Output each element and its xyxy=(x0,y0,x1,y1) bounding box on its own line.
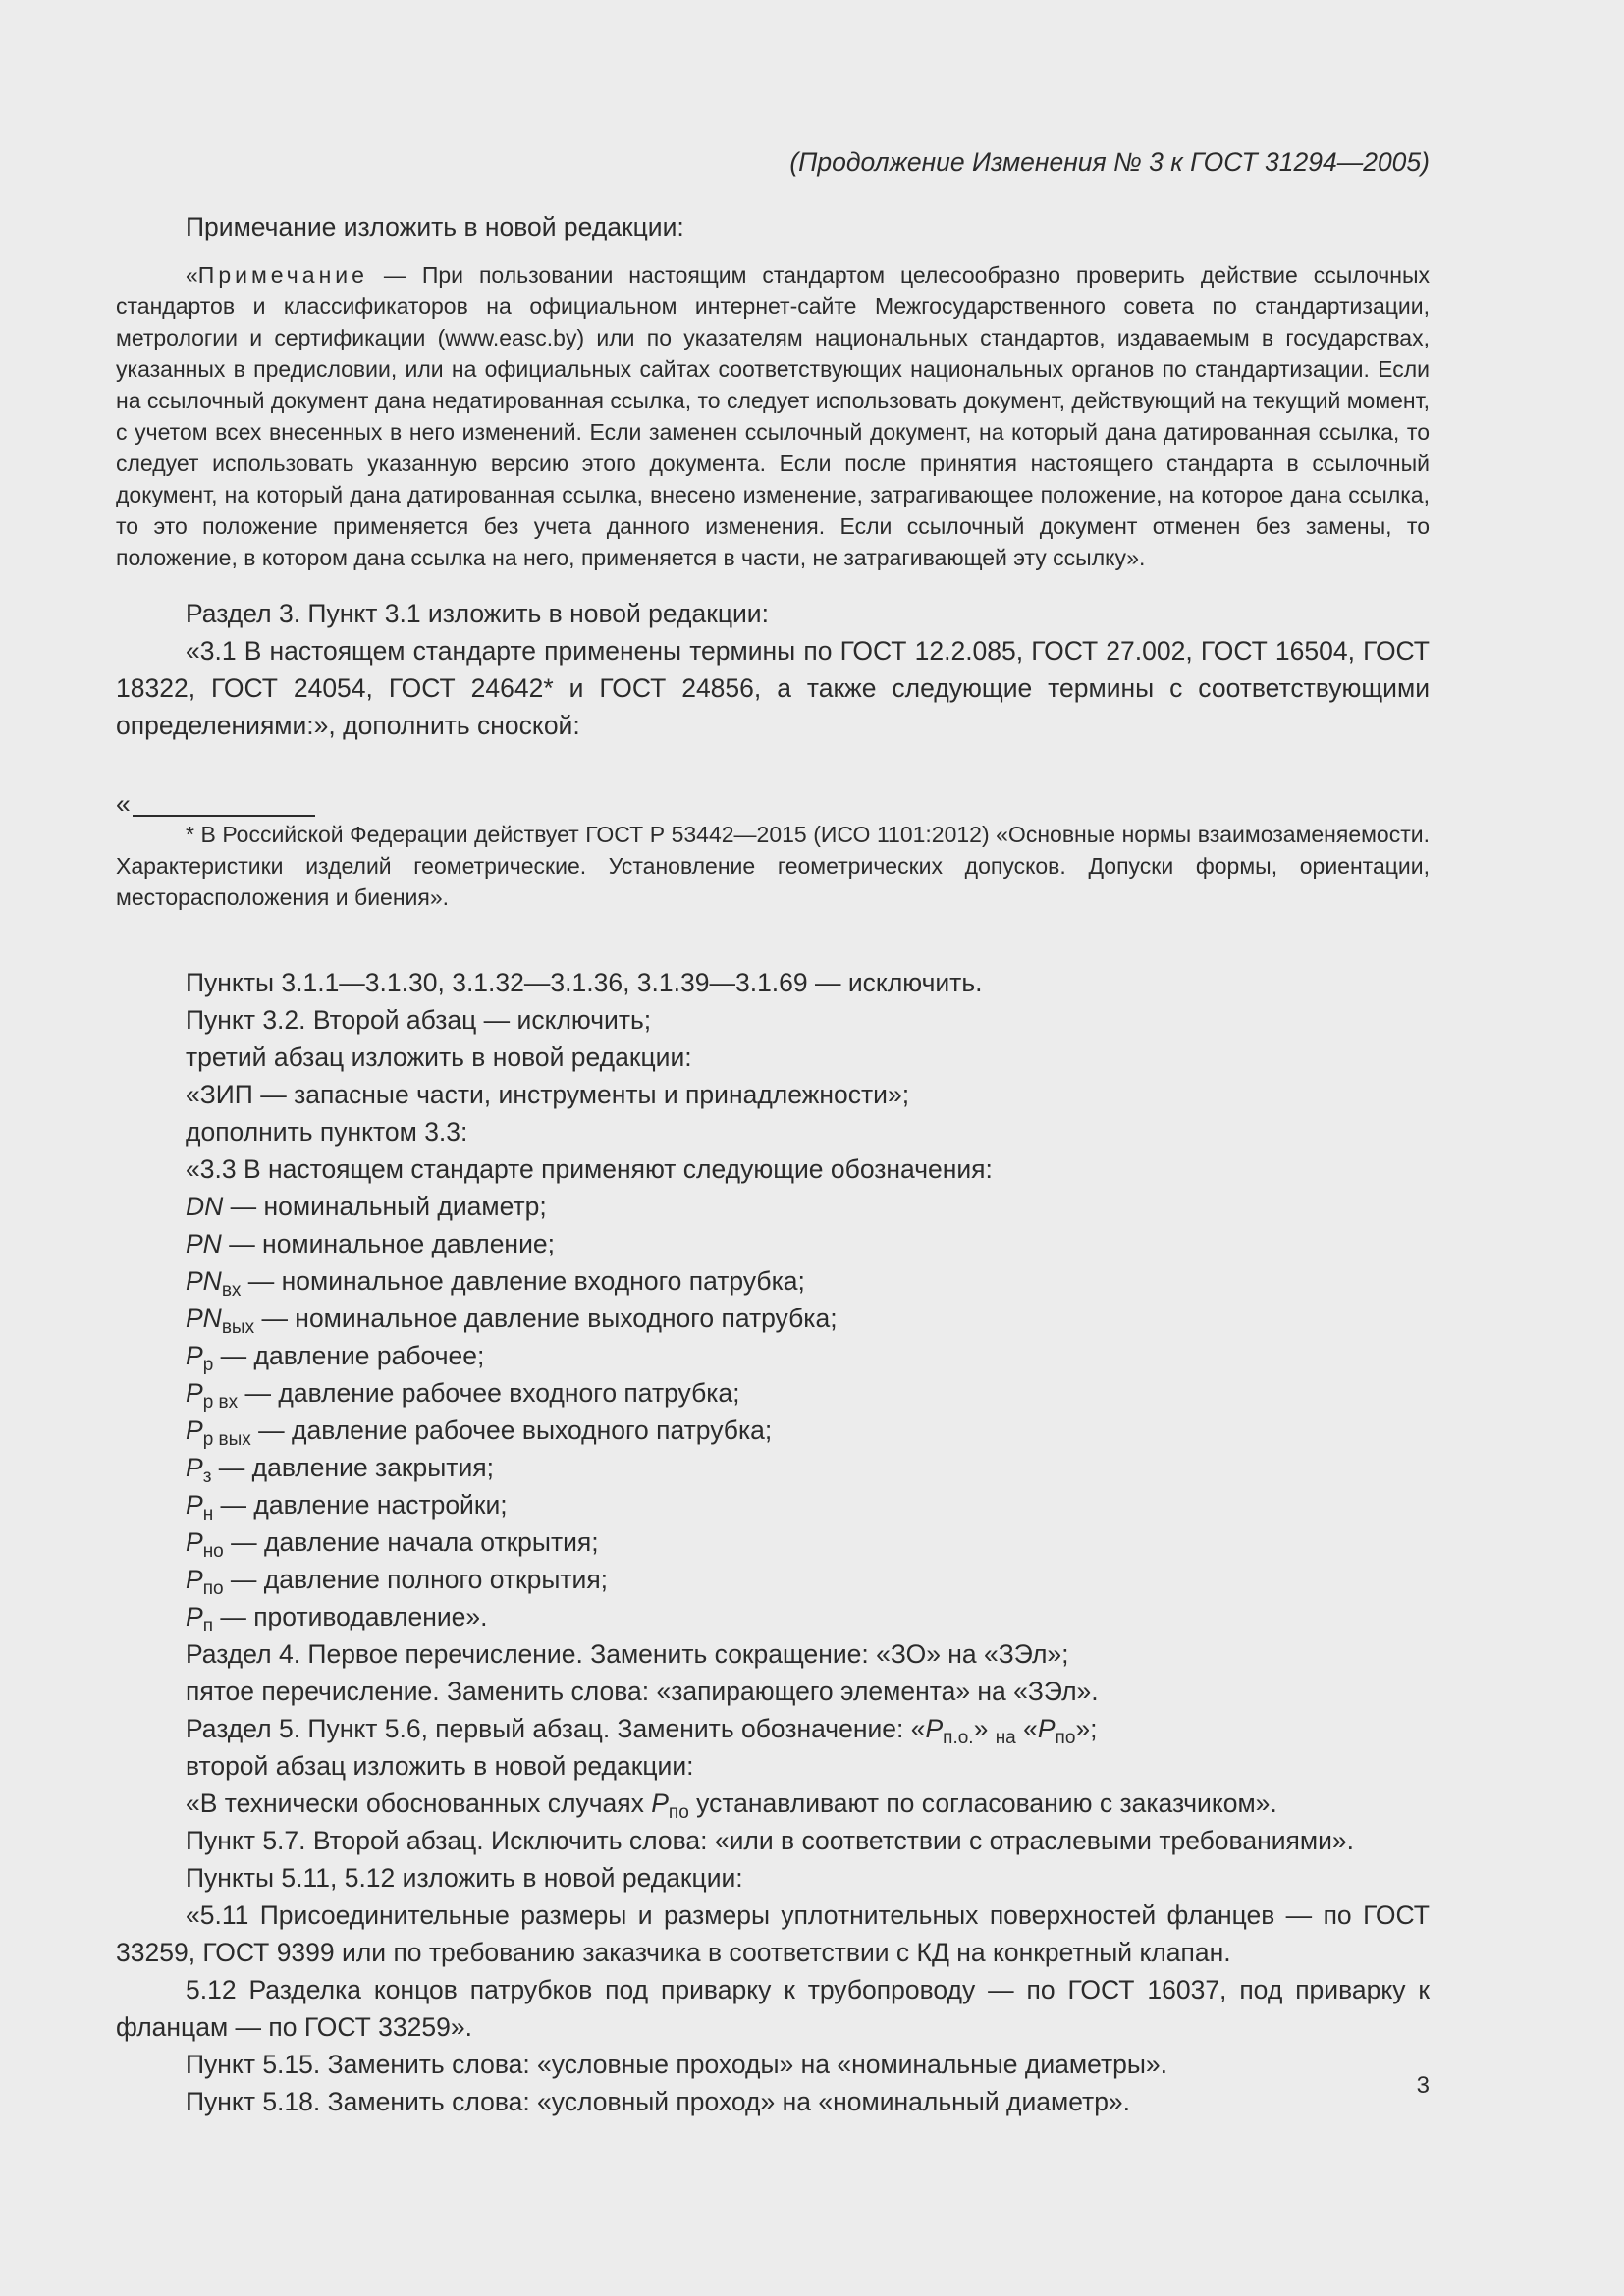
symbol-subscript: по xyxy=(202,1578,224,1599)
change-line: «ЗИП — запасные части, инструменты и принадлежности»; xyxy=(186,1080,910,1109)
symbol: PN xyxy=(186,1229,222,1258)
change-line: «В технически обоснованных случаях $P_{по}$ устанавливают по согласованию с заказчиком». xyxy=(186,1789,1277,1823)
paragraph-5-12: 5.12 Разделка концов патрубков под приварку к трубопроводу — по ГОСТ 16037, под приварку к фланцам — по ГОСТ 33259». xyxy=(116,1975,1430,2042)
symbol-description: — давление полного открытия; xyxy=(223,1565,609,1594)
symbol-description: — давление рабочее выходного патрубка; xyxy=(250,1415,773,1445)
note-open-quote: « xyxy=(186,262,198,288)
symbol-description: — номинальное давление входного патрубка; xyxy=(241,1266,805,1296)
symbol-definition xyxy=(116,1337,1430,1374)
change-line: Пункты 5.11, 5.12 изложить в новой редакции: xyxy=(186,1863,743,1893)
symbol-definition xyxy=(116,1598,1430,1635)
symbol-description: — давление рабочее; xyxy=(213,1341,485,1370)
running-header: (Продолжение Изменения № 3 к ГОСТ 31294—2005) xyxy=(789,147,1430,177)
symbol: P xyxy=(186,1415,203,1445)
symbol: DN xyxy=(186,1192,224,1221)
symbol: P xyxy=(186,1341,203,1370)
symbol-subscript: но xyxy=(202,1541,224,1562)
symbol-definition xyxy=(116,1561,1430,1598)
symbol-definition xyxy=(116,1374,1430,1412)
symbol-definition xyxy=(116,1262,1430,1300)
change-line: дополнить пунктом 3.3: xyxy=(186,1117,468,1147)
intro-line: Примечание изложить в новой редакции: xyxy=(186,212,684,241)
symbol-subscript: по xyxy=(1055,1728,1076,1748)
symbol: P xyxy=(186,1527,203,1557)
footnote-separator xyxy=(116,789,1430,819)
symbol-description: — противодавление». xyxy=(212,1602,488,1631)
note-body: — При пользовании настоящим стандартом целесообразно проверить действие ссылочных стандартов и классификаторов на официальном интернет-сайте Межгосударственного совета по стандартизации, метрологии и сертификации (www.easc.by) или по указателям национальных стандартов, издаваемым в государствах, указанных в предисловии, или на официальных сайтах соответствующих национальных органов по стандартизации. Если на ссылочный документ дана недатированная ссылка, то следует использовать документ, действующий на текущий момент, с учетом всех внесенных в него изменений. Если заменен ссылочный документ, на который дана датированная ссылка, то следует использовать указанную версию этого документа. Если после принятия настоящего стандарта в ссылочный документ, на который дана датированная ссылка, внесено изменение, затрагивающее положение, на которое дана ссылка, то это положение применяется без учета данного изменения. Если ссылочный документ отменен без замены, то положение, в котором дана ссылка на него, применяется в части, не затрагивающей эту ссылку». xyxy=(116,262,1430,570)
symbol-subscript: вых xyxy=(221,1317,255,1338)
change-line: «3.3 В настоящем стандарте применяют следующие обозначения: xyxy=(186,1154,993,1184)
symbol-definition xyxy=(116,1225,1430,1262)
symbol: P xyxy=(186,1453,203,1482)
paragraph-5-11: «5.11 Присоединительные размеры и размеры уплотнительных поверхностей фланцев — по ГОСТ 33259, ГОСТ 9399 или по требованию заказчика в соответствии с КД на конкретный клапан. xyxy=(116,1900,1430,1967)
change-line: Раздел 4. Первое перечисление. Заменить сокращение: «ЗО» на «ЗЭл»; xyxy=(186,1639,1069,1669)
change-line: Раздел 5. Пункт 5.6, первый абзац. Заменить обозначение: «$P_{п.о.}$» $_{на}$ «$P_{по}$»; xyxy=(186,1714,1098,1748)
changes-list xyxy=(116,964,1430,2120)
symbol: P xyxy=(1037,1714,1056,1743)
change-line: Пункт 5.7. Второй абзац. Исключить слова: «или в соответствии с отраслевыми требованиями». xyxy=(186,1826,1354,1855)
change-line: третий абзац изложить в новой редакции: xyxy=(186,1042,692,1072)
symbol: PN xyxy=(186,1304,222,1333)
symbol-description: — давление начала открытия; xyxy=(223,1527,599,1557)
change-line: Пункт 5.15. Заменить слова: «условные проходы» на «номинальные диаметры». xyxy=(186,2050,1167,2079)
change-line: второй абзац изложить в новой редакции: xyxy=(186,1751,694,1781)
change-line: Пункты 3.1.1—3.1.30, 3.1.32—3.1.36, 3.1.39—3.1.69 — исключить. xyxy=(186,968,983,997)
section3-text: «3.1 В настоящем стандарте применены термины по ГОСТ 12.2.085, ГОСТ 27.002, ГОСТ 16504, ГОСТ 18322, ГОСТ 24054, ГОСТ 24642* и ГОСТ 24856, а также следующие термины с соответствующими определениями:», дополнить сноской: xyxy=(116,636,1430,740)
symbol-description: — давление закрытия; xyxy=(211,1453,494,1482)
symbol: P xyxy=(186,1490,203,1520)
document-body xyxy=(116,145,1430,2120)
symbol-definition xyxy=(116,1188,1430,1225)
section3-heading: Раздел 3. Пункт 3.1 изложить в новой редакции: xyxy=(186,599,769,628)
footnote-open-quote: « xyxy=(116,789,131,819)
symbol-list xyxy=(116,1188,1430,1635)
change-line: Пункт 3.2. Второй абзац — исключить; xyxy=(186,1005,652,1035)
symbol-subscript: вх xyxy=(221,1280,242,1301)
symbol-description: — номинальное давление выходного патрубка; xyxy=(254,1304,838,1333)
change-line: Пункт 5.18. Заменить слова: «условный проход» на «номинальный диаметр». xyxy=(186,2087,1131,2116)
note-paragraph xyxy=(116,259,1430,573)
symbol-subscript: по xyxy=(668,1802,689,1823)
symbol: P xyxy=(186,1378,203,1408)
symbol-definition xyxy=(116,1412,1430,1449)
symbol-subscript: з xyxy=(202,1467,212,1487)
inline-small-text: на xyxy=(995,1728,1016,1748)
symbol-subscript: п.о. xyxy=(943,1728,974,1748)
note-label: Примечание xyxy=(197,262,368,288)
symbol-definition xyxy=(116,1486,1430,1523)
symbol-description: — номинальное давление; xyxy=(221,1229,555,1258)
symbol-description: — давление рабочее входного патрубка; xyxy=(238,1378,740,1408)
symbol-subscript: р вых xyxy=(202,1429,251,1450)
symbol-subscript: р вх xyxy=(202,1392,239,1413)
symbol: P xyxy=(186,1602,203,1631)
symbol-definition xyxy=(116,1449,1430,1486)
symbol: P xyxy=(925,1714,944,1743)
symbol-definition xyxy=(116,1300,1430,1337)
symbol-subscript: п xyxy=(202,1616,213,1636)
footnote-rule xyxy=(133,789,315,817)
symbol: P xyxy=(186,1565,203,1594)
symbol-description: — номинальный диаметр; xyxy=(223,1192,547,1221)
symbol-subscript: н xyxy=(202,1504,214,1524)
change-line: пятое перечисление. Заменить слова: «запирающего элемента» на «ЗЭл». xyxy=(186,1677,1099,1706)
symbol-definition xyxy=(116,1523,1430,1561)
symbol: PN xyxy=(186,1266,222,1296)
page-number: 3 xyxy=(1416,2072,1430,2099)
symbol-subscript: р xyxy=(202,1355,214,1375)
symbol-description: — давление настройки; xyxy=(213,1490,508,1520)
footnote-text: * В Российской Федерации действует ГОСТ Р 53442—2015 (ИСО 1101:2012) «Основные нормы взаимозаменяемости. Характеристики изделий геометрические. Установление геометрических допусков. Допуски формы, ориентации, месторасположения и биения». xyxy=(116,822,1430,910)
symbol: P xyxy=(651,1789,669,1818)
